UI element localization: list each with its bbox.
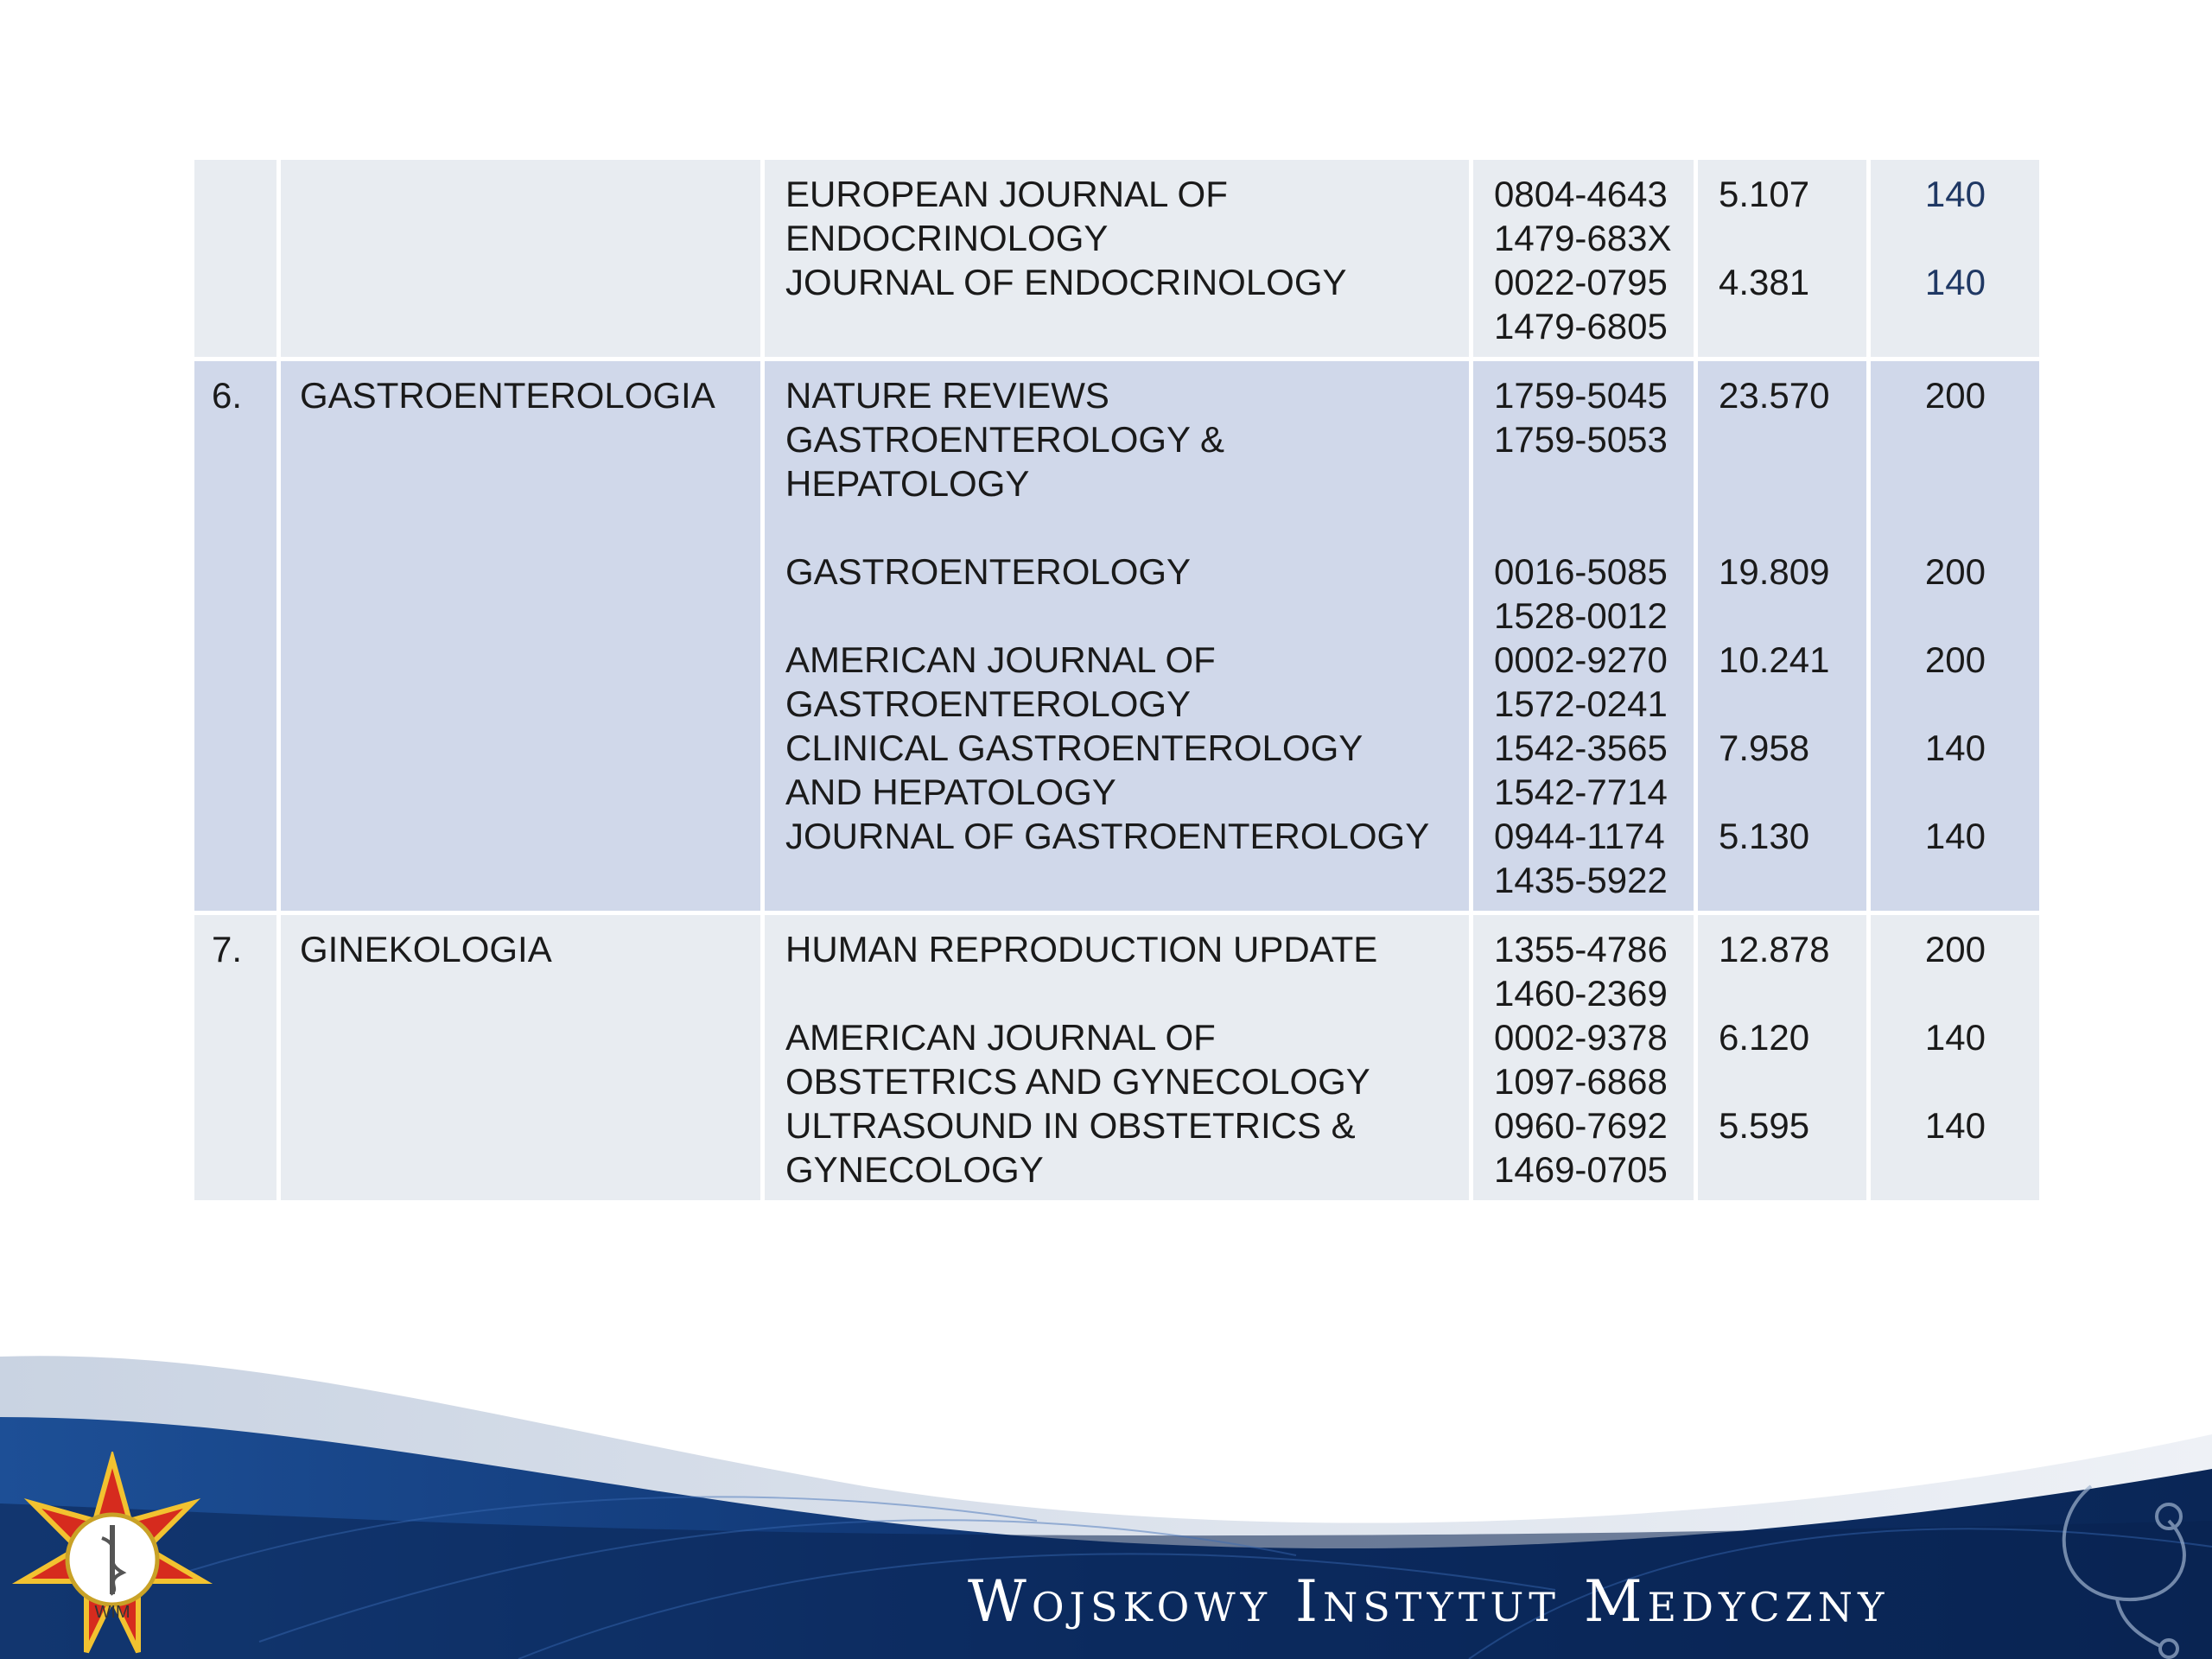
- journal-issn: [1473, 927, 1694, 1015]
- journal-title: [765, 550, 1469, 638]
- journal-issn: [1473, 373, 1694, 550]
- journal-issn: [1473, 814, 1694, 902]
- journal-title-line: GASTROENTEROLOGY: [785, 683, 1192, 724]
- group-number: 7.: [212, 929, 243, 969]
- journal-title-line: ENDOCRINOLOGY: [785, 218, 1109, 258]
- stethoscope-icon: [2039, 1469, 2212, 1659]
- journal-title-cell: [763, 913, 1471, 1203]
- journal-issn: [1473, 638, 1694, 726]
- journal-title: [765, 373, 1469, 550]
- specialty-group-row: [193, 359, 2042, 913]
- issn-number: 1097-6868: [1494, 1061, 1668, 1102]
- journal-title: [765, 814, 1469, 902]
- points-value: 200: [1924, 551, 1986, 592]
- impact-factor-value: 19.809: [1719, 551, 1830, 592]
- issn-cell: [1471, 158, 1696, 359]
- journal-impact-factor: [1698, 1103, 1866, 1192]
- journal-title-line: AMERICAN JOURNAL OF: [785, 1017, 1216, 1058]
- journal-title: [765, 638, 1469, 726]
- journal-title-line: GASTROENTEROLOGY: [785, 551, 1192, 592]
- journal-title-line: CLINICAL GASTROENTEROLOGY: [785, 728, 1363, 768]
- journal-title-line: HUMAN REPRODUCTION UPDATE: [785, 929, 1378, 969]
- impact-factor-value: 10.241: [1719, 639, 1830, 680]
- impact-factor-value: 5.107: [1719, 174, 1810, 214]
- journal-points: [1871, 550, 2039, 638]
- points-value: 200: [1924, 375, 1986, 416]
- points-cell: [1869, 359, 2042, 913]
- logo-text: WIM: [94, 1603, 130, 1622]
- specialty-name: GASTROENTEROLOGIA: [300, 375, 715, 416]
- issn-number: 0002-9378: [1494, 1017, 1668, 1058]
- journal-title: [765, 1015, 1469, 1103]
- journal-points: [1871, 814, 2039, 902]
- journal-title-line: JOURNAL OF ENDOCRINOLOGY: [785, 262, 1347, 302]
- journal-issn: [1473, 172, 1694, 260]
- issn-number: 1759-5053: [1494, 419, 1668, 460]
- journal-table: [190, 156, 2044, 1205]
- journal-impact-factor: [1698, 172, 1866, 260]
- journal-points: [1871, 172, 2039, 260]
- issn-cell: [1471, 359, 1696, 913]
- impact-factor-cell: [1696, 359, 1869, 913]
- points-value: 140: [1924, 1105, 1986, 1146]
- journal-impact-factor: [1698, 260, 1866, 348]
- specialty-name: GINEKOLOGIA: [300, 929, 552, 969]
- points-value: 200: [1924, 639, 1986, 680]
- impact-factor-value: 4.381: [1719, 262, 1810, 302]
- impact-factor-cell: [1696, 913, 1869, 1203]
- journal-impact-factor: [1698, 927, 1866, 1015]
- group-number: 6.: [212, 375, 243, 416]
- journal-points: [1871, 927, 2039, 1015]
- issn-number: 1479-6805: [1494, 306, 1668, 346]
- journal-title-line: JOURNAL OF GASTROENTEROLOGY: [785, 816, 1430, 856]
- issn-number: 0022-0795: [1494, 262, 1668, 302]
- journal-issn: [1473, 1103, 1694, 1192]
- points-value: 200: [1924, 929, 1986, 969]
- issn-number: 1469-0705: [1494, 1149, 1668, 1190]
- wim-logo: [9, 1452, 216, 1659]
- specialty-group-row: [193, 913, 2042, 1203]
- points-value: 140: [1924, 728, 1986, 768]
- journal-title-cell: [763, 359, 1471, 913]
- specialty-cell: [279, 359, 763, 913]
- journal-points: [1871, 260, 2039, 348]
- journal-title: [765, 172, 1469, 260]
- journal-title-line: HEPATOLOGY: [785, 463, 1030, 504]
- impact-factor-value: 7.958: [1719, 728, 1810, 768]
- journal-points: [1871, 638, 2039, 726]
- group-number-cell: [193, 158, 279, 359]
- journal-title-line: AMERICAN JOURNAL OF: [785, 639, 1216, 680]
- impact-factor-value: 5.130: [1719, 816, 1810, 856]
- issn-number: 1528-0012: [1494, 595, 1668, 636]
- issn-number: 0804-4643: [1494, 174, 1668, 214]
- issn-number: 1572-0241: [1494, 683, 1668, 724]
- issn-number: 0016-5085: [1494, 551, 1668, 592]
- issn-number: 1759-5045: [1494, 375, 1668, 416]
- journal-title: [765, 260, 1469, 348]
- group-number-cell: [193, 359, 279, 913]
- issn-number: 1355-4786: [1494, 929, 1668, 969]
- journal-issn: [1473, 1015, 1694, 1103]
- points-value: 140: [1924, 816, 1986, 856]
- journal-title-line: GASTROENTEROLOGY &: [785, 419, 1224, 460]
- journal-title-cell: [763, 158, 1471, 359]
- impact-factor-cell: [1696, 158, 1869, 359]
- impact-factor-value: 12.878: [1719, 929, 1830, 969]
- impact-factor-value: 6.120: [1719, 1017, 1810, 1058]
- issn-number: 0944-1174: [1494, 816, 1665, 856]
- journal-title-line: NATURE REVIEWS: [785, 375, 1109, 416]
- points-value: 140: [1924, 174, 1986, 214]
- impact-factor-value: 5.595: [1719, 1105, 1810, 1146]
- points-cell: [1869, 158, 2042, 359]
- journal-impact-factor: [1698, 638, 1866, 726]
- issn-number: 1542-7714: [1494, 772, 1668, 812]
- journal-title-line: GYNECOLOGY: [785, 1149, 1044, 1190]
- journal-points: [1871, 1103, 2039, 1192]
- journal-points: [1871, 373, 2039, 550]
- journal-points: [1871, 1015, 2039, 1103]
- journal-impact-factor: [1698, 1015, 1866, 1103]
- issn-number: 1460-2369: [1494, 973, 1668, 1014]
- issn-number: 0002-9270: [1494, 639, 1668, 680]
- issn-number: 1542-3565: [1494, 728, 1668, 768]
- impact-factor-value: 23.570: [1719, 375, 1830, 416]
- issn-number: 0960-7692: [1494, 1105, 1668, 1146]
- journal-title: [765, 726, 1469, 814]
- journal-title-line: EUROPEAN JOURNAL OF: [785, 174, 1228, 214]
- journal-impact-factor: [1698, 726, 1866, 814]
- specialty-cell: [279, 158, 763, 359]
- specialty-group-row: [193, 158, 2042, 359]
- journal-issn: [1473, 260, 1694, 348]
- points-cell: [1869, 913, 2042, 1203]
- specialty-cell: [279, 913, 763, 1203]
- journal-impact-factor: [1698, 814, 1866, 902]
- issn-number: 1479-683X: [1494, 218, 1672, 258]
- journal-impact-factor: [1698, 373, 1866, 550]
- journal-title: [765, 1103, 1469, 1192]
- journal-title-line: ULTRASOUND IN OBSTETRICS &: [785, 1105, 1356, 1146]
- institute-name: Wojskowy Instytut Medyczny: [968, 1568, 1890, 1635]
- journal-title-line: OBSTETRICS AND GYNECOLOGY: [785, 1061, 1370, 1102]
- journal-points: [1871, 726, 2039, 814]
- journal-issn: [1473, 726, 1694, 814]
- journal-title-line: AND HEPATOLOGY: [785, 772, 1116, 812]
- journal-title: [765, 927, 1469, 1015]
- journal-impact-factor: [1698, 550, 1866, 638]
- group-number-cell: [193, 913, 279, 1203]
- journal-issn: [1473, 550, 1694, 638]
- issn-cell: [1471, 913, 1696, 1203]
- issn-number: 1435-5922: [1494, 860, 1668, 900]
- points-value: 140: [1924, 262, 1986, 302]
- points-value: 140: [1924, 1017, 1986, 1058]
